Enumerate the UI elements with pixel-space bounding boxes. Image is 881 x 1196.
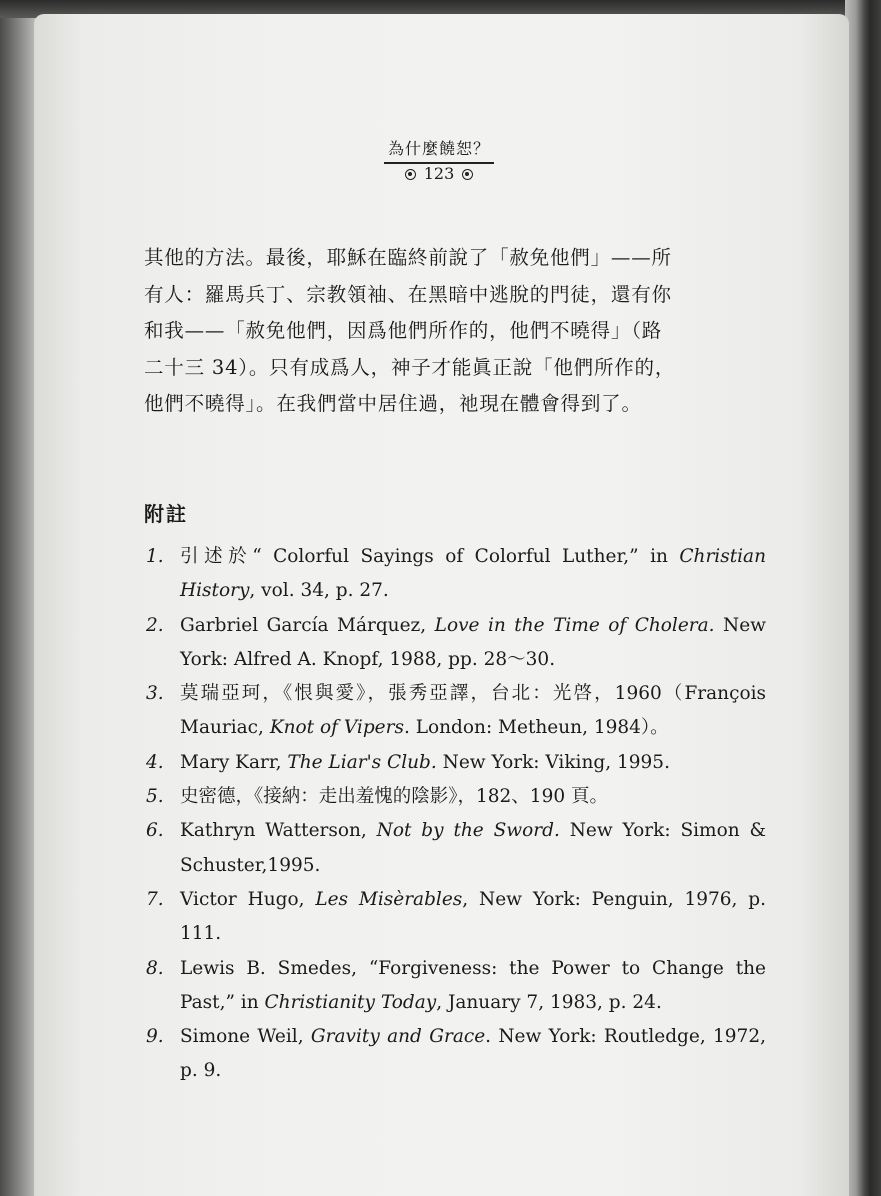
note-text: 莫瑞亞珂，《恨與愛》，張秀亞譯，台北：光啓，1960（François Mauriac, [180,683,766,739]
note-number: 9. [146,1026,164,1048]
note-number: 3. [146,683,164,705]
note-item [146,883,766,952]
note-title: Knot of Vipers [269,717,404,739]
page-number-line [384,164,494,183]
note-text: , January 7, 1983, p. 24. [436,991,662,1013]
note-text: New York: Alfred A. Knopf, 1988, pp. 28～30. [180,614,766,670]
note-number: 5. [146,786,164,808]
note-title: Les Misèrables [315,888,463,910]
note-item [146,780,766,814]
body-line: 和我——「赦免他們，因爲他們所作的，他們不曉得」（路 [144,319,663,342]
note-text: Lewis B. Smedes, “Forgiveness: the Power to Change the Past,” in [180,957,766,1013]
note-number: 6. [146,820,164,842]
note-number: 4. [146,751,164,773]
note-item [146,1020,766,1089]
note-text: 引述於“ Colorful Sayings of Colorful Luther,” in [180,546,680,567]
note-text: . New York: Routledge, 1972, p. 9. [180,1026,766,1082]
note-text: , vol. 34, p. 27. [249,580,389,602]
note-title: Love in the Time of Cholera. [434,614,715,636]
note-text: New York: Viking, 1995. [436,751,670,773]
book-gutter-shadow [0,0,36,1196]
note-title: Gravity and Grace [310,1026,486,1048]
body-line: 他們不曉得」。在我們當中居住過，祂現在體會得到了。 [144,392,642,415]
note-number: 8. [146,957,164,979]
note-number: 1. [146,546,164,567]
note-item [146,746,766,780]
note-item [146,677,766,746]
body-line: 有人：羅馬兵丁、宗教領袖、在黑暗中逃脫的門徒，還有你 [144,282,672,306]
note-text: New York: Simon & Schuster,1995. [180,820,766,876]
note-item [146,814,766,883]
body-line: 其他的方法。最後，耶穌在臨終前說了「赦免他們」——所 [144,246,672,269]
book-page [34,14,849,1196]
page-number: 123 [423,164,455,183]
note-item [146,609,766,678]
note-text: , New York: Penguin, 1976, p. 111. [180,888,767,945]
note-item [146,952,766,1021]
bullseye-icon [405,169,416,180]
bullseye-icon [462,169,473,180]
running-title: 為什麼饒恕？ [384,136,494,164]
notes-list [146,540,766,1089]
note-text: Kathryn Watterson, [180,820,377,842]
note-item [146,540,766,609]
notes-heading: 附註 [144,502,188,526]
note-text: Victor Hugo, [180,888,316,910]
note-text: 史密德，《接納：走出羞愧的陰影》，182、190 頁。 [180,786,609,808]
note-text: Simone Weil, [180,1026,311,1048]
note-text: . London: Metheun, 1984）。 [403,717,669,739]
note-title: Christian History [180,546,766,602]
note-title: Not by the Sword. [376,820,560,842]
note-title: Christianity Today [264,991,437,1013]
note-title: The Liar's Club. [287,751,437,773]
note-text: Mary Karr, [180,751,288,773]
note-number: 2. [146,614,164,636]
note-number: 7. [146,888,164,910]
note-text: Garbriel García Márquez, [180,614,435,636]
book-page-edges [845,0,881,1196]
body-paragraph [144,240,754,423]
body-line: 二十三 34）。只有成爲人，神子才能眞正說「他們所作的， [144,355,676,379]
